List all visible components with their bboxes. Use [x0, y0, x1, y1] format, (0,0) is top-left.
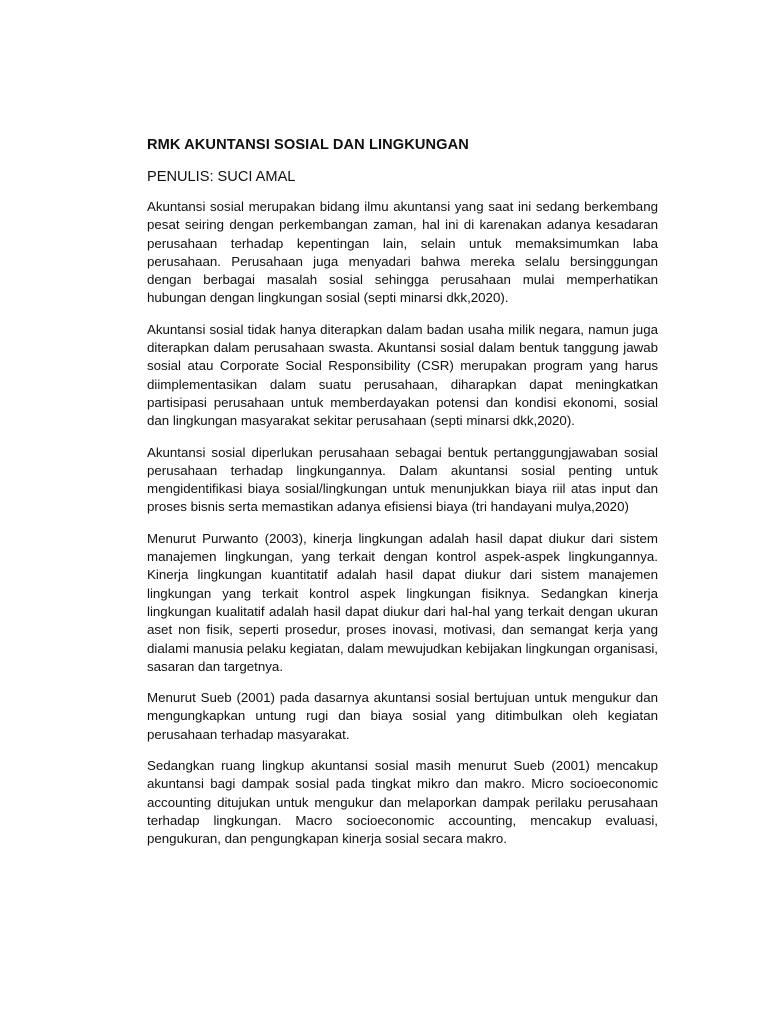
- paragraph-1: Akuntansi sosial merupakan bidang ilmu akuntansi yang saat ini sedang berkembang pesat seiring dengan perkembangan zaman, hal ini di karenakan adanya kesadaran perusahaan terhadap kepentingan lain, selain untuk memaksimumkan laba perusahaan. Perusahaan juga menyadari bahwa mereka selalu bersinggungan dengan berbagai masalah sosial sehingga perusahaan mulai memperhatikan hubungan dengan lingkungan sosial (septi minarsi dkk,2020).: [147, 199, 658, 306]
- document-title: RMK AKUNTANSI SOSIAL DAN LINGKUNGAN: [147, 137, 469, 153]
- paragraph-2: Akuntansi sosial tidak hanya diterapkan dalam badan usaha milik negara, namun juga diterapkan dalam perusahaan swasta. Akuntansi sosial dalam bentuk tanggung jawab sosial atau Corporate Social Responsibility (CSR) merupakan program yang harus diimplementasikan dalam suatu perusahaan, diharapkan dapat meningkatkan partisipasi perusahaan untuk memberdayakan potensi dan kondisi ekonomi, sosial dan lingkungan masyarakat sekitar perusahaan (septi minarsi dkk,2020).: [147, 321, 658, 429]
- paragraph-5: Menurut Sueb (2001) pada dasarnya akuntansi sosial bertujuan untuk mengukur dan mengungkapkan untung rugi dan biaya sosial yang ditimbulkan oleh kegiatan perusahaan terhadap masyarakat.: [147, 690, 658, 742]
- document-author: PENULIS: SUCI AMAL: [147, 169, 296, 185]
- paragraph-4: Menurut Purwanto (2003), kinerja lingkungan adalah hasil dapat diukur dari sistem manajemen lingkungan, yang terkait dengan kontrol aspek-aspek lingkungannya. Kinerja lingkungan kuantitatif adalah hasil dapat diukur dari sistem manajemen lingkungan yang terkait kontrol aspek lingkungan fisiknya. Sedangkan kinerja lingkungan kualitatif adalah hasil dapat diukur dari hal-hal yang terkait dengan ukuran aset non fisik, seperti prosedur, proses inovasi, motivasi, dan semangat kerja yang dialami manusia pelaku kegiatan, dalam mewujudkan kebijakan lingkungan organisasi, sasaran dan targetnya.: [147, 530, 658, 674]
- paragraph-6: Sedangkan ruang lingkup akuntansi sosial masih menurut Sueb (2001) mencakup akuntansi bagi dampak sosial pada tingkat mikro dan makro. Micro socioeconomic accounting ditujukan untuk mengukur dan melaporkan dampak perilaku perusahaan terhadap lingkungan. Macro socioeconomic accounting, mencakup evaluasi, pengukuran, dan pengungkapan kinerja sosial secara makro.: [147, 758, 658, 847]
- paragraph-3: Akuntansi sosial diperlukan perusahaan sebagai bentuk pertanggungjawaban sosial perusahaan terhadap lingkungannya. Dalam akuntansi sosial penting untuk mengidentifikasi biaya sosial/lingkungan untuk menunjukkan biaya riil atas input dan proses bisnis serta memastikan adanya efisiensi biaya (tri handayani mulya,2020): [147, 444, 658, 515]
- document-page: [147, 136, 658, 862]
